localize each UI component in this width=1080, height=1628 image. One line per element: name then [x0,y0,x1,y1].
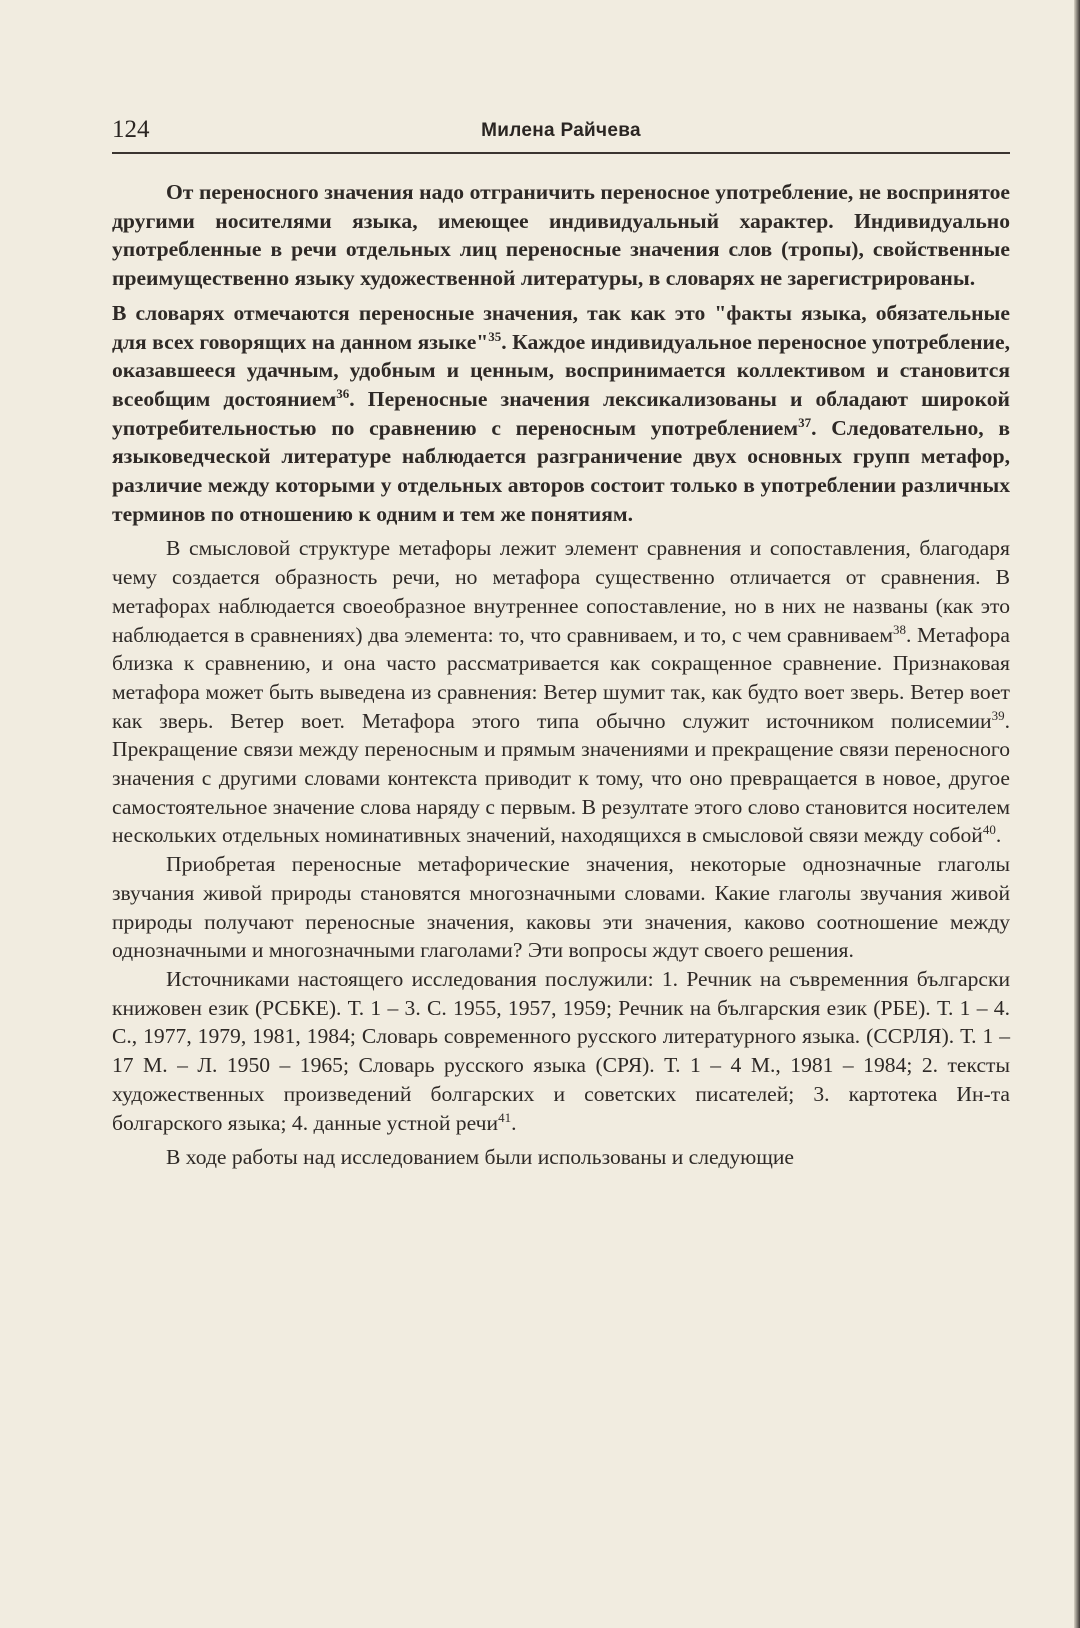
page-number: 124 [112,116,150,143]
paragraph-2 [112,299,1010,529]
page-edge-shadow [1074,0,1080,1628]
paragraph-5-segment: Источниками настоящего исследования послужили: 1. Речник на съвременния български книжовен език (РСБКЕ). Т. 1 – 3. С. 1955, 1957, 1959; Речник на българския език (РБЕ). Т. 1 – 4. С., 1977, 1979, 1981, 1984; Словарь современного русского литературного языка. (ССРЛЯ). Т. 1 – 17 М. – Л. 1950 – 1965; Словарь русского языка (СРЯ). Т. 1 – 4 М., 1981 – 1984; 2. тексты художественных произведений болгарских и советских писателей; 3. картотека Ин-та болгарского языка; 4. данные устной речи [112,966,1010,1135]
header-rule [112,152,1010,154]
paragraph-1: От переносного значения надо отграничить переносное употребление, не воспринятое другими носителями языка, имеющее индивидуальный характер. Индивидуально употребленные в речи отдельных лиц переносные значения слов (тропы), свойственные преимущественно языку художественной литературы, в словарях не зарегистрированы. [112,180,1010,291]
body-text [112,178,1010,1172]
paragraph-3-segment: . Метафора близка к сравнению, и она часто рассматривается как сокращенное сравнение. Признаковая метафора может быть выведена из сравнения: Ветер шумит так, как будто воет зверь. Ветер воет как зверь. Ветер воет. Метафора этого типа обычно служит источником полисемии [112,622,1010,733]
footnote-ref-38: 38 [892,621,906,637]
running-head-author: Милена Райчева [481,120,641,141]
footnote-ref-41: 41 [498,1109,512,1125]
paragraph-2-segment: . Каждое индивидуальное переносное употребление, оказавшееся удачным, удобным и ценным, воспринимается коллективом и становится всеобщим достоянием [112,329,1010,411]
paragraph-2-segment: . Следовательно, в языковедческой литературе наблюдается разграничение двух основных групп метафор, различие между которыми у отдельных авторов состоит только в употреблении различных терминов по отношению к одним и тем же понятиям. [112,415,1010,526]
footnote-ref-40: 40 [982,822,996,838]
footnote-ref-36: 36 [336,385,350,401]
paragraph-3-segment: . [995,823,1002,848]
paragraph-3-segment: В смысловой структуре метафоры лежит элемент сравнения и сопоставления, благодаря чему создается образность речи, но метафора существенно отличается от сравнения. В метафорах наблюдается своеобразное внутреннее сопоставление, но в них не названы (как это наблюдается в сравнениях) два элемента: то, что сравниваем, и то, с чем сравниваем [112,536,1010,647]
footnote-ref-35: 35 [488,328,502,344]
page-header [112,112,1010,152]
footnote-ref-37: 37 [798,414,812,430]
paragraph-3-segment: . Прекращение связи между переносным и прямым значениями и прекращение связи переносного значения с другими словами контекста приводит к тому, что оно превращается в новое, другое самостоятельное значение слова наряду с первым. В резултате этого слово становится носителем нескольких отдельных номинативных значений, находящихся в смысловой связи между собой [112,708,1010,848]
paragraph-3 [112,534,1010,850]
paragraph-5-segment: . [511,1110,517,1135]
paragraph-5 [112,965,1010,1137]
footnote-ref-39: 39 [991,707,1005,723]
paragraph-4: Приобретая переносные метафорические значения, некоторые однозначные глаголы звучания живой природы становятся многозначными словами. Какие глаголы звучания живой природы получают переносные значения, каковы эти значения, каково соотношение между однозначными и многозначными глаголами? Эти вопросы ждут своего решения. [112,852,1010,963]
paragraph-2-segment: В словарях отмечаются переносные значения, так как это "факты языка, обязательные для всех говорящих на данном языке" [112,300,1010,354]
paragraph-2-segment: . Переносные значения лексикализованы и обладают широкой употребительностью по сравнению с переносным употреблением [112,386,1010,440]
paragraph-6: В ходе работы над исследованием были использованы и следующие [166,1145,795,1170]
